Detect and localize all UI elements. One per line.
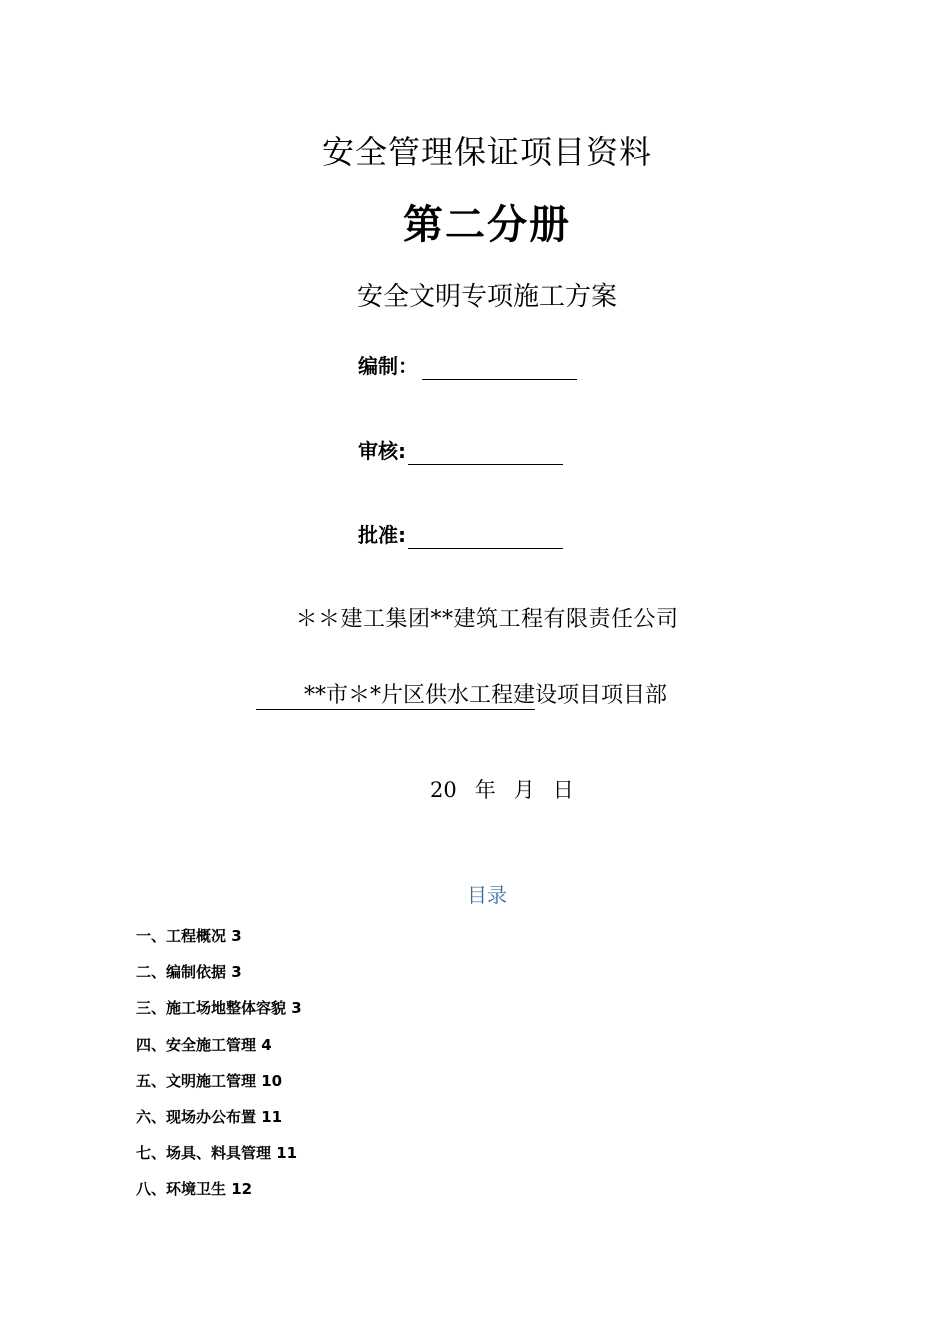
date-year: 年 — [474, 778, 496, 802]
date-day: 日 — [552, 778, 574, 802]
project-name-underlined: **市＊*片区供水工程建 — [256, 683, 535, 710]
document-title: 安全管理保证项目资料 — [321, 133, 652, 171]
table-of-contents — [136, 924, 302, 1214]
toc-item[interactable]: 五、文明施工管理 10 — [136, 1071, 283, 1090]
toc-item[interactable]: 四、安全施工管理 4 — [136, 1035, 272, 1054]
toc-item[interactable]: 二、编制依据 3 — [136, 963, 242, 982]
company-name: ＊＊建工集团**建筑工程有限责任公司 — [295, 607, 679, 632]
signature-reviewed — [358, 437, 563, 465]
toc-item[interactable]: 七、场具、料具管理 11 — [136, 1144, 298, 1163]
signature-label: 批准: — [358, 523, 406, 547]
signature-label: 审核: — [358, 439, 406, 463]
signature-compiled — [358, 352, 577, 380]
signature-blank — [408, 442, 563, 465]
signature-label: 编制： — [358, 354, 418, 378]
volume-title: 第二分册 — [403, 201, 571, 248]
project-department — [256, 680, 667, 712]
toc-item[interactable]: 三、施工场地整体容貌 3 — [136, 999, 302, 1018]
date-line — [430, 775, 592, 805]
toc-item[interactable]: 六、现场办公布置 11 — [136, 1107, 283, 1126]
toc-item[interactable]: 八、环境卫生 12 — [136, 1180, 253, 1199]
signature-blank — [408, 526, 563, 549]
toc-title: 目录 — [467, 883, 507, 907]
signature-blank — [422, 357, 577, 380]
project-name-rest: 设项目项目部 — [535, 683, 668, 708]
toc-item[interactable]: 一、工程概况 3 — [136, 927, 242, 945]
date-month: 月 — [513, 778, 535, 802]
signature-approved — [358, 521, 563, 549]
document-subtitle: 安全文明专项施工方案 — [356, 282, 617, 312]
date-year-prefix: 20 — [430, 778, 457, 802]
